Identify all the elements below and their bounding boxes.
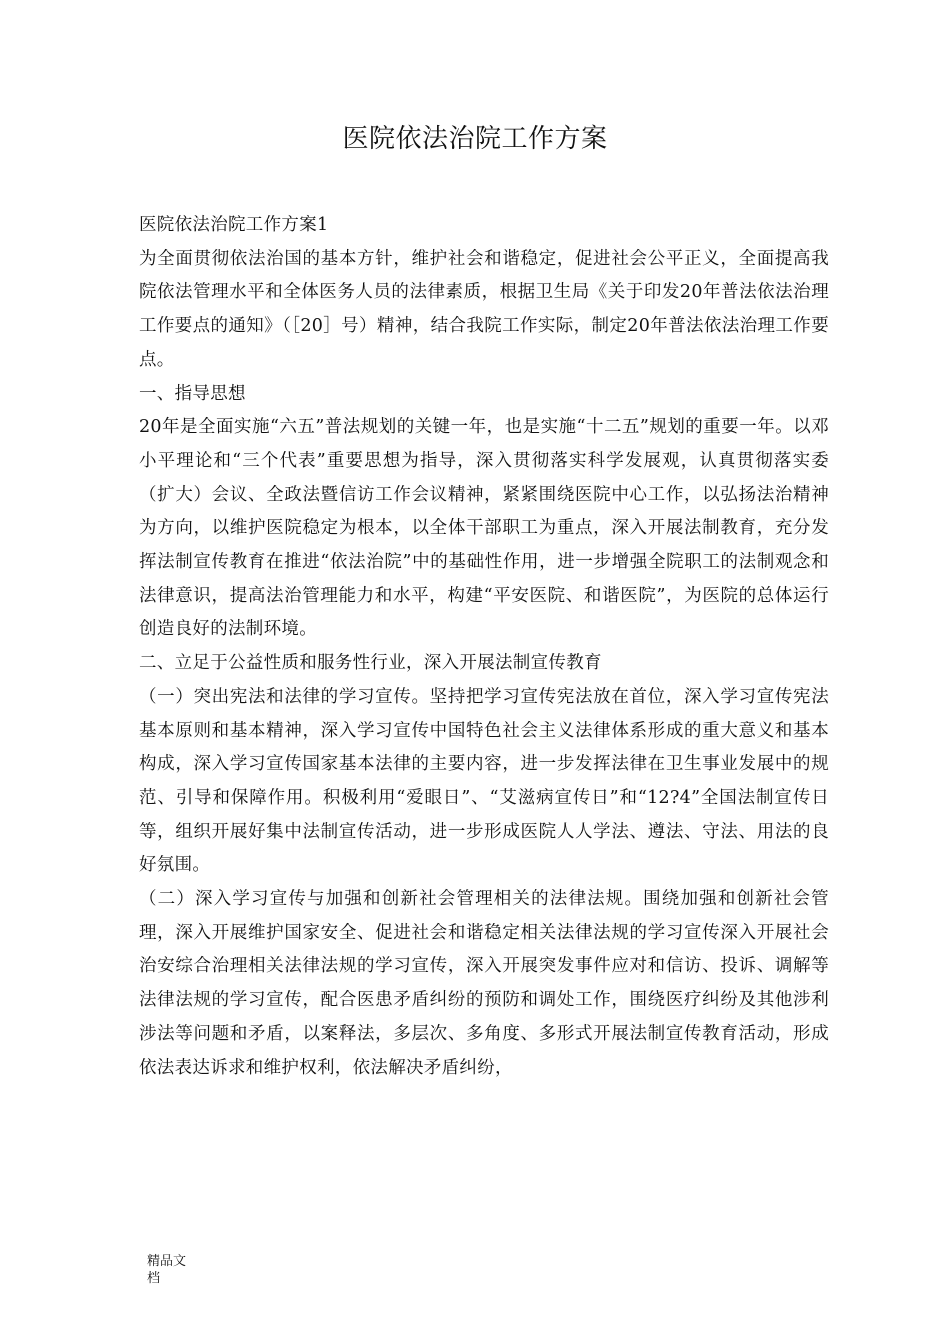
- section-heading: 二、立足于公益性质和服务性行业，深入开展法制宣传教育: [139, 653, 602, 674]
- section-heading: 医院依法治院工作方案1: [139, 215, 329, 235]
- subsection-paragraph-2: （二）深入学习宣传与加强和创新社会管理相关的法律法规。围绕加强和创新社会管理，深入开展维护国家安全、促进社会和谐稳定相关法律法规的学习宣传深入开展社会治安综合治理相关法律法规的学习宣传，深入开展突发事件应对和信访、投诉、调解等法律法规的学习宣传，配合医患矛盾纠纷的预防和调处工作，围绕医疗纠纷及其他涉利涉法等问题和矛盾，以案释法，多层次、多角度、多形式开展法制宣传教育活动，形成依法表达诉求和维护权利，依法解决矛盾纠纷，: [139, 889, 829, 1078]
- intro-paragraph: 为全面贯彻依法治国的基本方针，维护社会和谐稳定，促进社会公平正义，全面提高我院依法管理水平和全体医务人员的法律素质，根据卫生局《关于印发20年普法依法治理工作要点的通知》（［20］号）精神，结合我院工作实际，制定20年普法依法治理工作要点。: [139, 248, 829, 370]
- document-title: 医院依法治院工作方案: [342, 124, 608, 154]
- subsection-paragraph-1: （一）突出宪法和法律的学习宣传。坚持把学习宣传宪法放在首位，深入学习宣传宪法基本原则和基本精神，深入学习宣传中国特色社会主义法律体系形成的重大意义和基本构成，深入学习宣传国家基本法律的主要内容，进一步发挥法律在卫生事业发展中的规范、引导和保障作用。积极利用“爱眼日”、“艾滋病宣传日”和“12?4”全国法制宣传日等，组织开展好集中法制宣传活动，进一步形成医院人人学法、遵法、守法、用法的良好氛围。: [139, 686, 829, 876]
- footer-watermark-text: 精品文档: [147, 1254, 187, 1286]
- document-body: [139, 209, 829, 1085]
- section-heading: 一、指导思想: [139, 383, 246, 404]
- guiding-thought-paragraph: 20年是全面实施“六五”普法规划的关键一年，也是实施“十二五”规划的重要一年。以邓小平理论和“三个代表”重要思想为指导，深入贯彻落实科学发展观，认真贯彻落实委（扩大）会议、全政法暨信访工作会议精神，紧紧围绕医院中心工作，以弘扬法治精神为方向，以维护医院稳定为根本，以全体干部职工为重点，深入开展法制教育，充分发挥法制宣传教育在推进“依法治院”中的基础性作用，进一步增强全院职工的法制观念和法律意识，提高法治管理能力和水平，构建“平安医院、和谐医院”，为医院的总体运行创造良好的法制环境。: [139, 417, 829, 640]
